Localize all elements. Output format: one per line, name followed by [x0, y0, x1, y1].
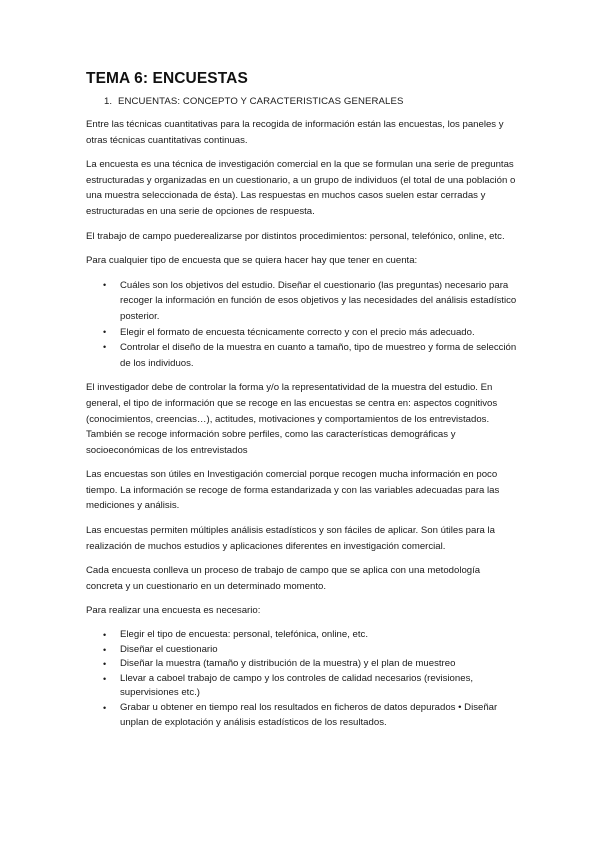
paragraph-usefulness: Las encuestas son útiles en Investigación comercial porque recogen mucha información en poco tiempo. La información se recoge de forma estandarizada y con las variables adecuadas para las mediciones y análisis. — [86, 469, 500, 512]
paragraph-researcher: El investigador debe de controlar la forma y/o la representatividad de la muestra del estudio. En general, el tipo de información que se recoge en las encuestas se centra en: aspectos cognitivos (conocimientos, creencias…), actitudes, motivaciones y comportamientos de los entrevistados. También se recoge información sobre perfiles, como las características demográficas y socioeconómicas de los entrevistados — [86, 382, 498, 456]
list-item-text: Elegir el formato de encuesta técnicamente correcto y con el precio más adecuado. — [120, 326, 475, 338]
paragraph-considerations: Para cualquier tipo de encuesta que se quiera hacer hay que tener en cuenta: — [86, 255, 418, 267]
bullet-icon: • — [103, 673, 107, 684]
list-item-text: Controlar el diseño de la muestra en cuanto a tamaño, tipo de muestreo y forma de selección de los individuos. — [120, 342, 517, 369]
bullet-icon: • — [103, 659, 107, 670]
section-title: ENCUENTAS: CONCEPTO Y CARACTERISTICAS GENERALES — [118, 96, 404, 107]
section-number: 1. — [104, 96, 113, 107]
bullet-icon: • — [103, 644, 107, 655]
requirements-list — [86, 628, 518, 730]
bullet-icon: • — [103, 279, 107, 290]
list-item — [86, 657, 518, 672]
paragraph-requirements: Para realizar una encuesta es necesario: — [86, 605, 261, 617]
bullet-icon: • — [103, 703, 107, 713]
list-item-text: Elegir el tipo de encuesta: personal, telefónica, online, etc. — [120, 629, 368, 641]
list-item-text: Cuáles son los objetivos del estudio. Diseñar el cuestionario (las preguntas) necesario para recoger la información en función de esos objetivos y las necesidades del análisis estadístico posterior. — [120, 279, 517, 322]
bullet-icon: • — [103, 342, 107, 353]
list-item — [86, 325, 518, 341]
list-item-text: Diseñar el cuestionario — [120, 643, 218, 655]
bullet-icon: • — [103, 326, 107, 337]
paragraph-intro: Entre las técnicas cuantitativas para la recogida de información están las encuestas, los paneles y otras técnicas cuantitativas continuas. — [86, 119, 504, 146]
document-body — [86, 70, 518, 739]
list-item — [86, 340, 518, 371]
section-heading — [104, 96, 518, 107]
paragraph-definition: La encuesta es una técnica de investigación comercial en la que se formulan una serie de preguntas estructuradas y organizadas en un cuestionario, a un grupo de individuos (el total de una población o una muestra seleccionada de ésta). Las respuestas en muchos casos suelen estar cerradas y estructuradas en una serie de opciones de respuesta. — [86, 159, 516, 217]
paragraph-fieldwork: El trabajo de campo puederealizarse por distintos procedimientos: personal, telefónico, online, etc. — [86, 230, 505, 242]
considerations-list — [86, 278, 518, 372]
bullet-icon: • — [103, 630, 107, 641]
paragraph-analysis: Las encuestas permiten múltiples análisis estadísticos y son fáciles de aplicar. Son útiles para la realización de muchos estudios y aplicaciones diferentes en investigación comercial. — [86, 525, 496, 552]
list-item-text: Diseñar la muestra (tamaño y distribución de la muestra) y el plan de muestreo — [120, 658, 456, 670]
page-title: TEMA 6: ENCUESTAS — [86, 70, 248, 87]
list-item — [86, 643, 518, 658]
list-item — [86, 701, 518, 730]
list-item — [86, 672, 518, 701]
list-item — [86, 628, 518, 643]
list-item-text: Grabar u obtener en tiempo real los resultados en ficheros de datos depurados • Diseñar unplan de explotación y análisis estadísticos de los resultados. — [120, 702, 498, 728]
paragraph-process: Cada encuesta conlleva un proceso de trabajo de campo que se aplica con una metodología concreta y un cuestionario en un determinado momento. — [86, 565, 481, 592]
list-item-text: Llevar a caboel trabajo de campo y los controles de calidad necesarios (revisiones, supervisiones etc.) — [120, 672, 474, 699]
list-item — [86, 278, 518, 325]
